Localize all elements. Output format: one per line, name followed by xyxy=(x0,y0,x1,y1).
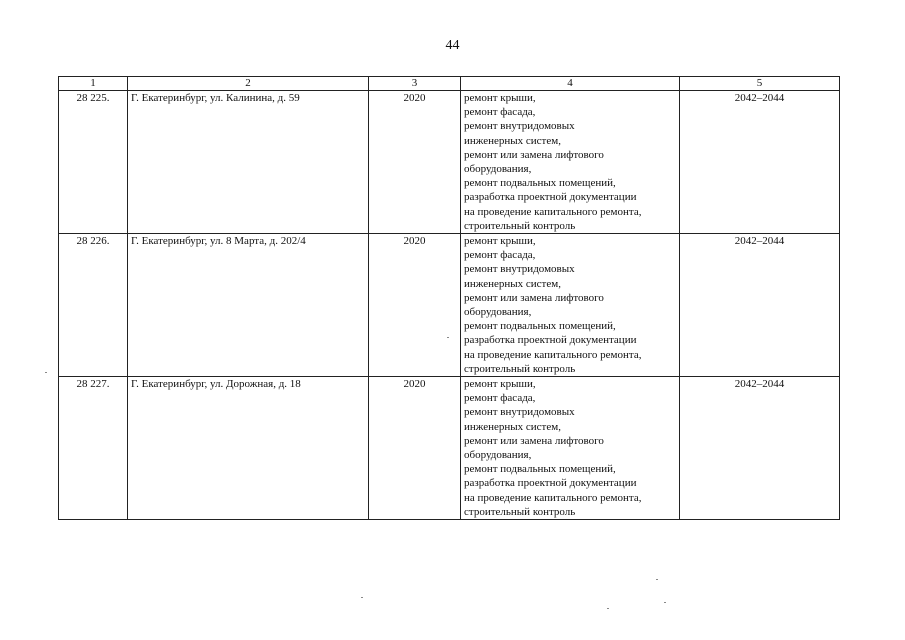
column-number-4: 4 xyxy=(461,77,680,91)
table-row xyxy=(59,91,840,234)
page-number: 44 xyxy=(445,38,460,53)
scan-speck xyxy=(45,372,47,373)
scan-speck xyxy=(656,579,658,580)
work-item: инженерных систем, xyxy=(464,134,561,147)
building-address: Г. Екатеринбург, ул. Калинина, д. 59 xyxy=(128,91,369,234)
repair-period: 2042–2044 xyxy=(680,91,840,234)
scan-speck xyxy=(361,597,363,598)
year-value: 2020 xyxy=(369,377,461,520)
work-item: ремонт подвальных помещений, xyxy=(464,177,616,190)
works-list xyxy=(461,377,680,520)
work-item: инженерных систем, xyxy=(464,420,561,433)
work-item: ремонт крыши, xyxy=(464,235,536,248)
work-item: строительный контроль xyxy=(464,362,576,375)
column-number-2: 2 xyxy=(128,77,369,91)
scan-speck xyxy=(664,602,666,603)
work-item: ремонт внутридомовых xyxy=(464,120,575,133)
work-item: ремонт внутридомовых xyxy=(464,406,575,419)
work-item: ремонт крыши, xyxy=(464,378,536,391)
repair-period: 2042–2044 xyxy=(680,234,840,377)
work-item: ремонт подвальных помещений, xyxy=(464,320,616,333)
row-number: 28 226. xyxy=(59,234,128,377)
table-row xyxy=(59,377,840,520)
work-item: ремонт фасада, xyxy=(464,249,536,262)
column-number-3: 3 xyxy=(369,77,461,91)
work-item: строительный контроль xyxy=(464,219,576,232)
work-item: строительный контроль xyxy=(464,505,576,518)
column-number-5: 5 xyxy=(680,77,840,91)
repair-period: 2042–2044 xyxy=(680,377,840,520)
year-value: 2020 xyxy=(369,234,461,377)
repair-schedule-table xyxy=(58,76,840,520)
work-item: ремонт или замена лифтового xyxy=(464,148,604,161)
work-item: оборудования, xyxy=(464,449,532,462)
building-address: Г. Екатеринбург, ул. 8 Марта, д. 202/4 xyxy=(128,234,369,377)
works-list xyxy=(461,234,680,377)
work-item: ремонт крыши, xyxy=(464,92,536,104)
work-item: ремонт фасада, xyxy=(464,392,536,405)
work-item: инженерных систем, xyxy=(464,277,561,290)
works-list xyxy=(461,91,680,234)
table-row xyxy=(59,234,840,377)
row-number: 28 225. xyxy=(59,91,128,234)
column-number-1: 1 xyxy=(59,77,128,91)
work-item: разработка проектной документации xyxy=(464,334,637,347)
work-item: оборудования, xyxy=(464,163,532,176)
work-item: на проведение капитального ремонта, xyxy=(464,491,642,504)
work-item: ремонт фасада, xyxy=(464,106,536,119)
work-item: ремонт или замена лифтового xyxy=(464,434,604,447)
building-address: Г. Екатеринбург, ул. Дорожная, д. 18 xyxy=(128,377,369,520)
scan-speck xyxy=(607,608,609,609)
work-item: на проведение капитального ремонта, xyxy=(464,348,642,361)
work-item: разработка проектной документации xyxy=(464,191,637,204)
work-item: оборудования, xyxy=(464,306,532,319)
row-number: 28 227. xyxy=(59,377,128,520)
column-numbers-row xyxy=(59,77,840,91)
year-value: 2020 xyxy=(369,91,461,234)
work-item: ремонт или замена лифтового xyxy=(464,291,604,304)
work-item: ремонт подвальных помещений, xyxy=(464,463,616,476)
work-item: разработка проектной документации xyxy=(464,477,637,490)
work-item: на проведение капитального ремонта, xyxy=(464,205,642,218)
work-item: ремонт внутридомовых xyxy=(464,263,575,276)
scan-speck xyxy=(447,337,449,338)
